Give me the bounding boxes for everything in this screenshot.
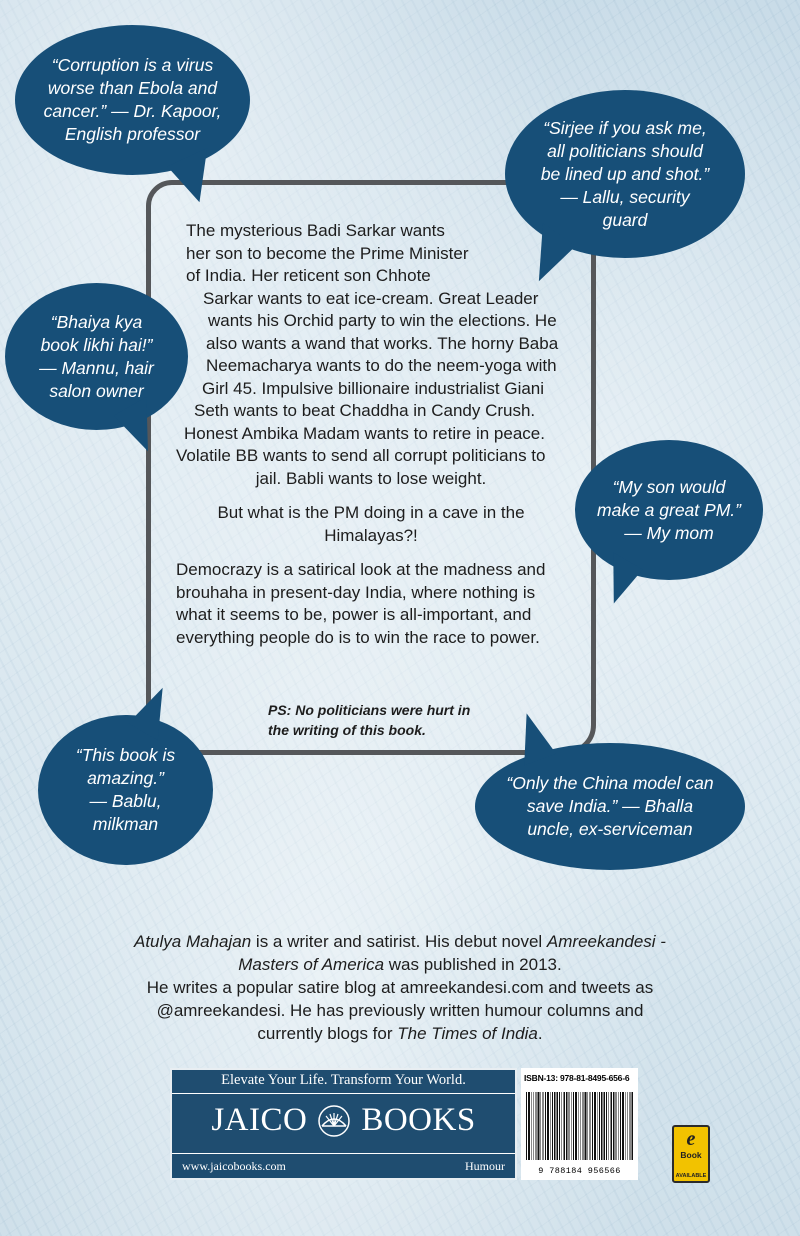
author-name: Atulya Mahajan bbox=[134, 932, 252, 951]
publication-name: The Times of India bbox=[397, 1024, 538, 1043]
publisher-name-right: BOOKS bbox=[361, 1102, 476, 1138]
blurb-line: of India. Her reticent son Chhote bbox=[186, 266, 431, 285]
quote-bubble-mom bbox=[575, 440, 763, 580]
bio-text: currently blogs for bbox=[257, 1024, 398, 1043]
bio-line: @amreekandesi. He has previously written humour columns and bbox=[156, 1001, 644, 1020]
blurb-line: Honest Ambika Madam wants to retire in peace. bbox=[184, 423, 545, 443]
author-bio bbox=[90, 930, 710, 1045]
blurb-line: also wants a wand that works. The horny Baba bbox=[206, 333, 559, 353]
blurb-paragraph-3 bbox=[176, 559, 566, 649]
publisher-panel bbox=[170, 1068, 517, 1180]
blurb-line: Himalayas?! bbox=[324, 525, 418, 545]
bio-line bbox=[90, 1022, 710, 1045]
blurb-line: Girl 45. Impulsive billionaire industrialist Giani bbox=[202, 378, 545, 398]
blurb-line: Sarkar wants to eat ice-cream. Great Leader bbox=[203, 288, 539, 308]
blurb-line: Neemacharya wants to do the neem-yoga with bbox=[206, 356, 557, 375]
publisher-url: www.jaicobooks.com bbox=[182, 1158, 286, 1173]
blurb-line: what it seems to be, power is all-important, and bbox=[176, 605, 532, 624]
bio-line bbox=[90, 930, 710, 953]
quote-text: “Bhaiya kya book likhi hai!” — Mannu, hair salon owner bbox=[39, 311, 154, 401]
blurb-line: Democrazy is a satirical look at the madness and bbox=[176, 560, 546, 579]
blurb-paragraph-1 bbox=[176, 220, 566, 490]
publisher-tagline: Elevate Your Life. Transform Your World. bbox=[172, 1072, 515, 1094]
ebook-available-text: AVAILABLE bbox=[675, 1173, 707, 1179]
blurb-line: But what is the PM doing in a cave in the bbox=[217, 503, 525, 522]
barcode-bars bbox=[526, 1092, 633, 1160]
blurb-line: Seth wants to beat Chaddha in Candy Crush. bbox=[194, 401, 536, 420]
quote-bubble-bhalla bbox=[475, 743, 745, 870]
blurb-line: her son to become the Prime Minister bbox=[186, 243, 469, 263]
bio-text: is a writer and satirist. His debut novel bbox=[251, 932, 547, 951]
blurb bbox=[176, 220, 566, 661]
quote-bubble-kapoor bbox=[15, 25, 250, 175]
ebook-label: Book bbox=[680, 1150, 702, 1160]
publisher-logo-icon bbox=[317, 1104, 351, 1138]
book-title: Masters of America bbox=[238, 955, 385, 974]
postscript-line: the writing of this book. bbox=[268, 722, 426, 738]
quote-text: “This book is amazing.” — Bablu, milkman bbox=[75, 745, 176, 834]
ebook-available-badge bbox=[672, 1125, 710, 1183]
blurb-line: wants his Orchid party to win the elections. He bbox=[208, 311, 557, 330]
barcode-panel bbox=[521, 1068, 638, 1180]
book-title: Amreekandesi - bbox=[546, 932, 666, 951]
quote-bubble-bablu bbox=[38, 715, 213, 865]
postscript bbox=[268, 700, 548, 740]
quote-text: “My son would make a great PM.” — My mom bbox=[597, 476, 741, 543]
quote-text: “Sirjee if you ask me, all politicians should be lined up and shot.” — Lallu, security guard bbox=[540, 117, 710, 230]
publisher-name-left: JAICO bbox=[211, 1102, 308, 1138]
publisher-brand bbox=[172, 1102, 515, 1139]
isbn-label: ISBN-13: 978-81-8495-656-6 bbox=[524, 1073, 630, 1083]
blurb-line: jail. Babli wants to lose weight. bbox=[255, 468, 487, 488]
blurb-line: brouhaha in present-day India, where nothing is bbox=[176, 582, 536, 602]
barcode-number: 9 788184 956566 bbox=[538, 1166, 621, 1176]
publisher-footer bbox=[172, 1153, 515, 1178]
quote-text: “Corruption is a virus worse than Ebola and cancer.” — Dr. Kapoor, English professor bbox=[43, 55, 222, 144]
ebook-e-glyph: e bbox=[686, 1128, 696, 1150]
book-category: Humour bbox=[465, 1158, 505, 1173]
bio-text: . bbox=[537, 1024, 543, 1043]
bubble-tail bbox=[591, 552, 642, 607]
bio-text: was published in 2013. bbox=[384, 955, 562, 974]
bio-line bbox=[90, 953, 710, 976]
blurb-line: everything people do is to win the race to power. bbox=[176, 627, 540, 647]
quote-text: “Only the China model can save India.” — Bhalla uncle, ex-serviceman bbox=[506, 773, 714, 839]
blurb-line: The mysterious Badi Sarkar wants bbox=[186, 221, 445, 240]
blurb-line: Volatile BB wants to send all corrupt politicians to bbox=[176, 446, 546, 465]
postscript-line: PS: No politicians were hurt in bbox=[268, 702, 471, 718]
bio-line: He writes a popular satire blog at amreekandesi.com and tweets as bbox=[146, 978, 654, 997]
blurb-paragraph-2 bbox=[176, 502, 566, 547]
quote-bubble-mannu bbox=[5, 283, 188, 430]
